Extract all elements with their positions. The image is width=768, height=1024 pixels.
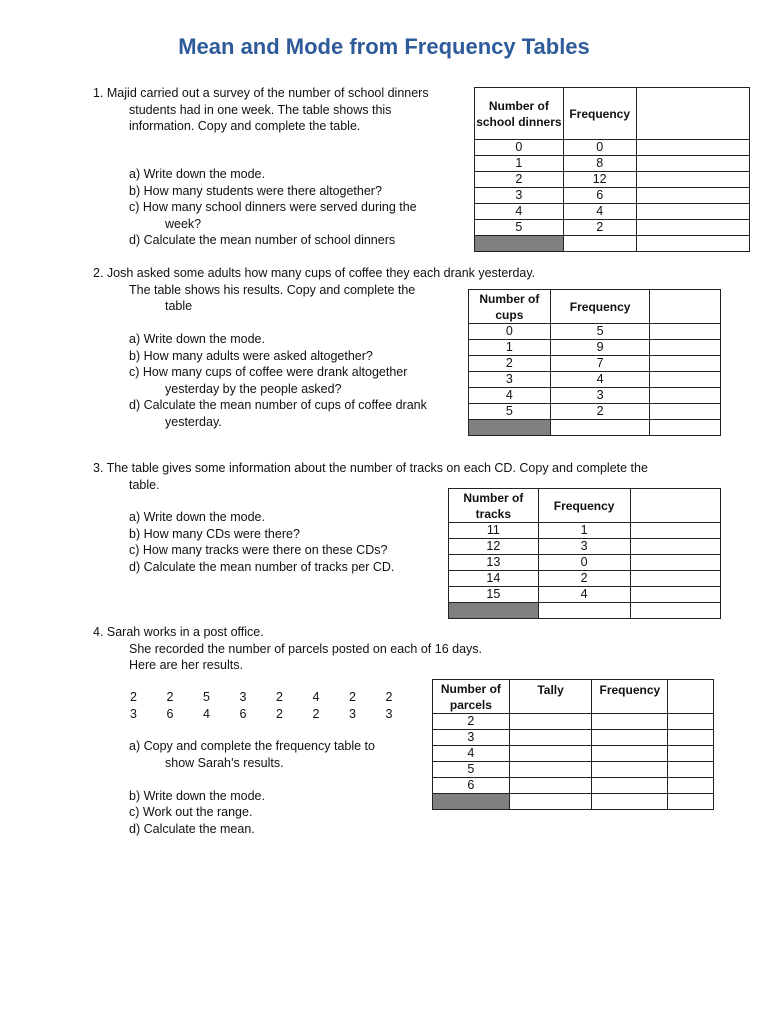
- table-row: [469, 324, 721, 340]
- header-blank[interactable]: [636, 88, 749, 140]
- cell-frequency: 12: [563, 172, 636, 188]
- cell-blank[interactable]: [650, 372, 721, 388]
- q2-line: 2. Josh asked some adults how many cups of coffee they each drank yesterday.: [93, 266, 536, 280]
- table-header-row: [449, 489, 721, 523]
- cell-value: 13: [449, 555, 539, 571]
- cell-shaded: [433, 794, 510, 810]
- q1-part-d: d) Calculate the mean number of school dinners: [129, 233, 396, 247]
- cell-blank[interactable]: [668, 714, 714, 730]
- cell-value: 11: [449, 523, 539, 539]
- header-frequency: Frequency: [563, 88, 636, 140]
- cell-frequency: 3: [538, 539, 630, 555]
- header-blank[interactable]: [668, 680, 714, 714]
- result-value: 6: [166, 707, 174, 721]
- cell-blank[interactable]: [650, 388, 721, 404]
- header-number-of-cups: Number of cups: [469, 290, 551, 324]
- cell-frequency[interactable]: [592, 730, 668, 746]
- q4-line: Here are her results.: [129, 658, 243, 672]
- cell-blank[interactable]: [668, 746, 714, 762]
- cell-frequency: 8: [563, 156, 636, 172]
- q4-part-b: b) Write down the mode.: [129, 788, 265, 803]
- cell-frequency: 3: [550, 388, 650, 404]
- q2-part-c: c) How many cups of coffee were drank altogether: [129, 365, 408, 379]
- table-header-row: [469, 290, 721, 324]
- q4-text: [93, 624, 482, 674]
- cell-tally[interactable]: [509, 794, 592, 810]
- q2-part-d-cont: yesterday.: [165, 414, 222, 429]
- cell-blank[interactable]: [636, 156, 749, 172]
- cell-tally[interactable]: [509, 746, 592, 762]
- q4-parts: [129, 738, 375, 837]
- cell-blank[interactable]: [630, 571, 720, 587]
- q4-results-row-1: [130, 689, 422, 706]
- q2-part-a: a) Write down the mode.: [129, 332, 265, 346]
- cell-blank[interactable]: [630, 587, 720, 603]
- cell-tally[interactable]: [509, 778, 592, 794]
- q4-frequency-table: [432, 679, 714, 810]
- cell-shaded: [469, 420, 551, 436]
- cell-blank[interactable]: [650, 404, 721, 420]
- result-value: 2: [385, 690, 393, 704]
- result-value: 2: [276, 690, 283, 704]
- cell-value: 1: [475, 156, 564, 172]
- table-row: [433, 746, 714, 762]
- q4-line: 4. Sarah works in a post office.: [93, 625, 264, 639]
- cell-frequency: 2: [538, 571, 630, 587]
- header-frequency: Frequency: [538, 489, 630, 523]
- cell-value: 12: [449, 539, 539, 555]
- q1-line: information. Copy and complete the table.: [129, 119, 361, 133]
- q3-line: 3. The table gives some information about the number of tracks on each CD. Copy and complete the: [93, 461, 648, 475]
- cell-total[interactable]: [592, 794, 668, 810]
- q3-frequency-table: [448, 488, 721, 619]
- page-title: Mean and Mode from Frequency Tables: [178, 34, 590, 59]
- cell-value: 0: [475, 140, 564, 156]
- q2-part-d: d) Calculate the mean number of cups of coffee drank: [129, 398, 427, 412]
- table-row: [433, 730, 714, 746]
- cell-value: 5: [469, 404, 551, 420]
- result-value: 3: [239, 690, 247, 704]
- cell-value: 2: [475, 172, 564, 188]
- cell-total[interactable]: [538, 603, 630, 619]
- result-value: 2: [276, 707, 283, 721]
- q4-results-row-2: [130, 706, 422, 723]
- cell-frequency: 4: [563, 204, 636, 220]
- cell-value: 4: [475, 204, 564, 220]
- q4-parts-gap: [129, 771, 375, 788]
- cell-blank[interactable]: [636, 204, 749, 220]
- q1-text: [93, 85, 429, 135]
- result-value: 2: [312, 707, 320, 721]
- cell-blank[interactable]: [636, 172, 749, 188]
- result-value: 6: [239, 707, 247, 721]
- cell-shaded: [475, 236, 564, 252]
- cell-total[interactable]: [550, 420, 650, 436]
- table-row: [449, 587, 721, 603]
- table-header-row: [433, 680, 714, 714]
- cell-blank[interactable]: [668, 762, 714, 778]
- cell-blank[interactable]: [630, 539, 720, 555]
- q1-part-c-cont: week?: [165, 216, 202, 231]
- cell-frequency: 2: [550, 404, 650, 420]
- table-row: [475, 188, 750, 204]
- header-frequency: Frequency: [592, 680, 668, 714]
- cell-total[interactable]: [563, 236, 636, 252]
- table-total-row: [475, 236, 750, 252]
- cell-blank[interactable]: [636, 236, 749, 252]
- q1-parts: [129, 166, 417, 249]
- cell-frequency: 9: [550, 340, 650, 356]
- cell-blank[interactable]: [668, 730, 714, 746]
- q1-part-c: c) How many school dinners were served during the: [129, 200, 417, 214]
- header-frequency: Frequency: [550, 290, 650, 324]
- q3-part-d: d) Calculate the mean number of tracks per CD.: [129, 559, 395, 574]
- cell-frequency[interactable]: [592, 762, 668, 778]
- q2-parts: [129, 331, 427, 430]
- cell-frequency: 0: [563, 140, 636, 156]
- cell-blank[interactable]: [650, 324, 721, 340]
- result-value: 2: [130, 690, 137, 704]
- result-value: 3: [130, 707, 137, 721]
- cell-blank[interactable]: [636, 220, 749, 236]
- cell-tally[interactable]: [509, 730, 592, 746]
- result-value: 3: [385, 707, 393, 721]
- cell-blank[interactable]: [630, 523, 720, 539]
- cell-value: 0: [469, 324, 551, 340]
- cell-blank[interactable]: [650, 420, 721, 436]
- cell-tally[interactable]: [509, 762, 592, 778]
- table-row: [469, 388, 721, 404]
- q3-parts: [129, 509, 394, 575]
- cell-blank[interactable]: [650, 356, 721, 372]
- cell-frequency: 1: [538, 523, 630, 539]
- header-number-of-school-dinners: Number of school dinners: [475, 88, 564, 140]
- cell-frequency[interactable]: [592, 746, 668, 762]
- cell-frequency[interactable]: [592, 714, 668, 730]
- q3-part-c: c) How many tracks were there on these CDs?: [129, 543, 388, 557]
- cell-value: 15: [449, 587, 539, 603]
- cell-blank[interactable]: [668, 778, 714, 794]
- q4-part-a-cont: show Sarah’s results.: [165, 755, 284, 770]
- table-total-row: [469, 420, 721, 436]
- table-row: [449, 523, 721, 539]
- header-number-of-parcels: Number of parcels: [433, 680, 510, 714]
- cell-frequency[interactable]: [592, 778, 668, 794]
- table-row: [469, 340, 721, 356]
- cell-value: 5: [433, 762, 510, 778]
- header-blank[interactable]: [630, 489, 720, 523]
- q4-part-c: c) Work out the range.: [129, 805, 253, 819]
- q4-part-a: a) Copy and complete the frequency table to: [129, 739, 375, 753]
- q4-part-d: d) Calculate the mean.: [129, 821, 255, 836]
- cell-frequency: 6: [563, 188, 636, 204]
- table-row: [449, 539, 721, 555]
- table-row: [449, 571, 721, 587]
- table-row: [433, 714, 714, 730]
- table-row: [449, 555, 721, 571]
- q1-line: students had in one week. The table shows this: [129, 102, 392, 117]
- table-row: [433, 762, 714, 778]
- cell-value: 6: [433, 778, 510, 794]
- cell-blank[interactable]: [650, 340, 721, 356]
- table-total-row: [433, 794, 714, 810]
- q4-line: She recorded the number of parcels posted on each of 16 days.: [129, 641, 483, 656]
- q3-part-b: b) How many CDs were there?: [129, 526, 300, 541]
- q3-part-a: a) Write down the mode.: [129, 510, 265, 524]
- table-row: [475, 204, 750, 220]
- q2-line: table: [165, 299, 193, 313]
- cell-blank[interactable]: [668, 794, 714, 810]
- cell-value: 5: [475, 220, 564, 236]
- table-row: [433, 778, 714, 794]
- cell-blank[interactable]: [636, 140, 749, 156]
- q3-line: table.: [129, 477, 160, 492]
- table-row: [475, 156, 750, 172]
- cell-value: 3: [469, 372, 551, 388]
- cell-tally[interactable]: [509, 714, 592, 730]
- cell-frequency: 7: [550, 356, 650, 372]
- table-row: [469, 372, 721, 388]
- q2-part-b: b) How many adults were asked altogether?: [129, 348, 373, 363]
- result-value: 2: [166, 690, 174, 704]
- q2-part-c-cont: yesterday by the people asked?: [165, 381, 342, 396]
- q2-line: The table shows his results. Copy and complete the: [129, 282, 416, 297]
- cell-value: 14: [449, 571, 539, 587]
- cell-blank[interactable]: [636, 188, 749, 204]
- header-number-of-tracks: Number of tracks: [449, 489, 539, 523]
- header-tally: Tally: [509, 680, 592, 714]
- header-blank[interactable]: [650, 290, 721, 324]
- cell-value: 3: [433, 730, 510, 746]
- q1-part-a: a) Write down the mode.: [129, 167, 265, 181]
- cell-blank[interactable]: [630, 603, 720, 619]
- table-row: [475, 220, 750, 236]
- table-row: [475, 172, 750, 188]
- q1-part-b: b) How many students were there altogether?: [129, 183, 382, 198]
- result-value: 4: [312, 690, 320, 704]
- result-value: 5: [203, 690, 210, 704]
- table-row: [475, 140, 750, 156]
- result-value: 3: [349, 707, 356, 721]
- cell-value: 4: [469, 388, 551, 404]
- cell-value: 1: [469, 340, 551, 356]
- q1-frequency-table: [474, 87, 750, 252]
- cell-value: 2: [469, 356, 551, 372]
- cell-value: 3: [475, 188, 564, 204]
- cell-frequency: 4: [550, 372, 650, 388]
- cell-blank[interactable]: [630, 555, 720, 571]
- table-row: [469, 356, 721, 372]
- table-row: [469, 404, 721, 420]
- cell-frequency: 0: [538, 555, 630, 571]
- table-total-row: [449, 603, 721, 619]
- cell-frequency: 5: [550, 324, 650, 340]
- table-header-row: [475, 88, 750, 140]
- cell-shaded: [449, 603, 539, 619]
- q2-frequency-table: [468, 289, 721, 436]
- cell-value: 4: [433, 746, 510, 762]
- cell-value: 2: [433, 714, 510, 730]
- cell-frequency: 4: [538, 587, 630, 603]
- cell-frequency: 2: [563, 220, 636, 236]
- q1-line: 1. Majid carried out a survey of the number of school dinners: [93, 86, 429, 100]
- result-value: 4: [203, 707, 210, 721]
- result-value: 2: [349, 690, 356, 704]
